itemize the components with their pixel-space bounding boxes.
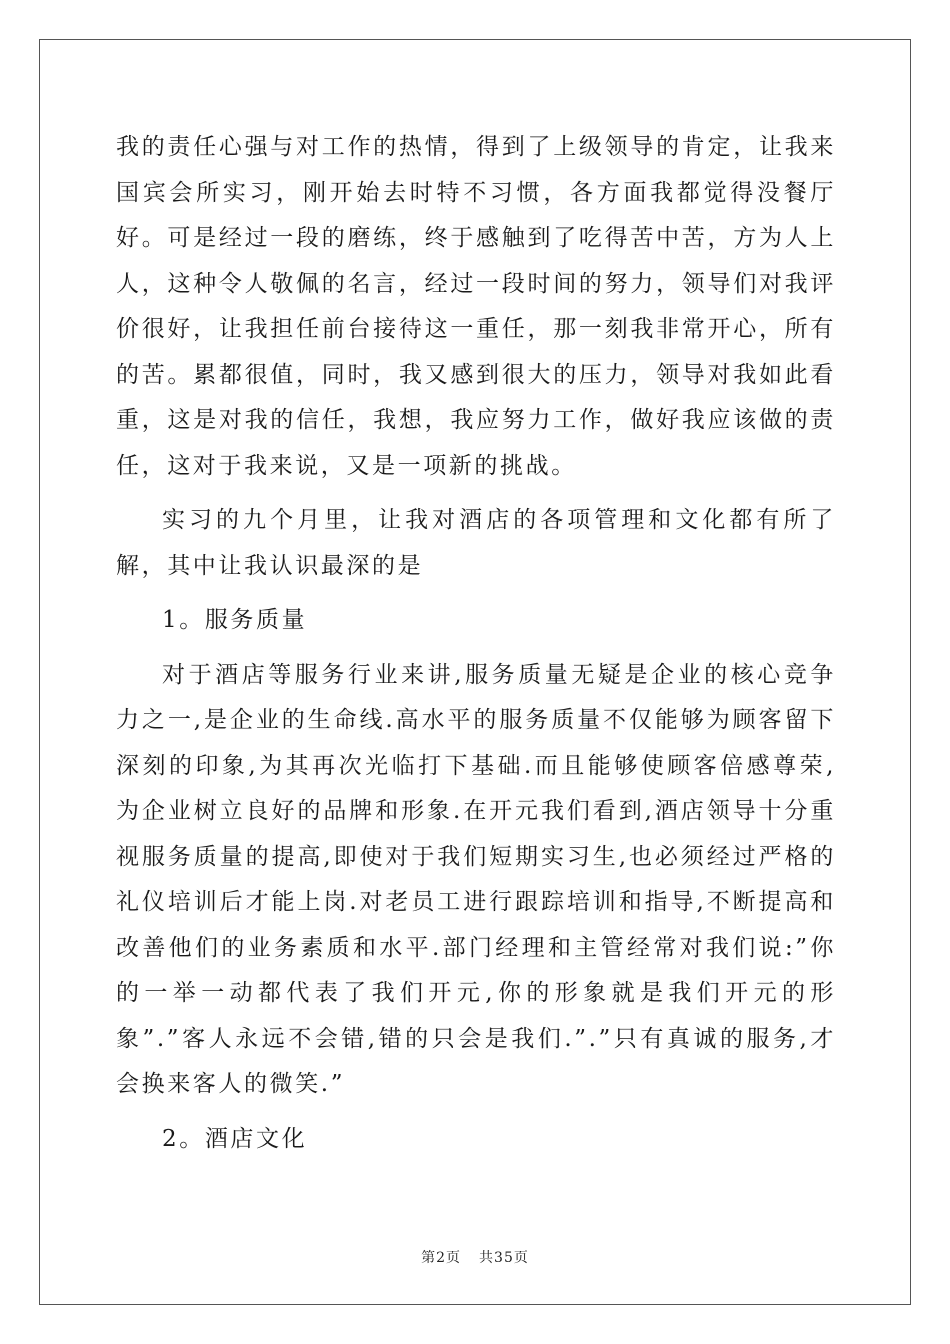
section-heading-service-quality: 1。服务质量 bbox=[162, 607, 308, 633]
page-footer bbox=[0, 1247, 950, 1267]
paragraph-1: 我的责任心强与对工作的热情，得到了上级领导的肯定，让我来国宾会所实习，刚开始去时特不习惯，各方面我都觉得没餐厅好。可是经过一段的磨练，终于感触到了吃得苦中苦，方为人上人，这种令人敬佩的名言，经过一段时间的努力，领导们对我评价很好，让我担任前台接待这一重任，那一刻我非常开心，所有的苦。累都很值，同时，我又感到很大的压力，领导对我如此看重，这是对我的信任，我想，我应努力工作，做好我应该做的责任，这对于我来说，又是一项新的挑战。 bbox=[116, 134, 836, 479]
page-number: 第2页 bbox=[421, 1250, 462, 1266]
document-body bbox=[116, 125, 836, 1162]
page-total: 共35页 bbox=[479, 1250, 529, 1266]
paragraph-3: 对于酒店等服务行业来讲,服务质量无疑是企业的核心竞争力之一,是企业的生命线.高水平的服务质量不仅能够为顾客留下深刻的印象,为其再次光临打下基础.而且能够使顾客倍感尊荣,为企业树立良好的品牌和形象.在开元我们看到,酒店领导十分重视服务质量的提高,即使对于我们短期实习生,也必须经过严格的礼仪培训后才能上岗.对老员工进行跟踪培训和指导,不断提高和改善他们的业务素质和水平.部门经理和主管经常对我们说:”你的一举一动都代表了我们开元,你的形象就是我们开元的形象”.”客人永远不会错,错的只会是我们.”.”只有真诚的服务,才会换来客人的微笑.” bbox=[116, 661, 836, 1097]
section-heading-hotel-culture: 2。酒店文化 bbox=[162, 1125, 308, 1152]
paragraph-2: 实习的九个月里，让我对酒店的各项管理和文化都有所了解，其中让我认识最深的是 bbox=[116, 507, 836, 579]
